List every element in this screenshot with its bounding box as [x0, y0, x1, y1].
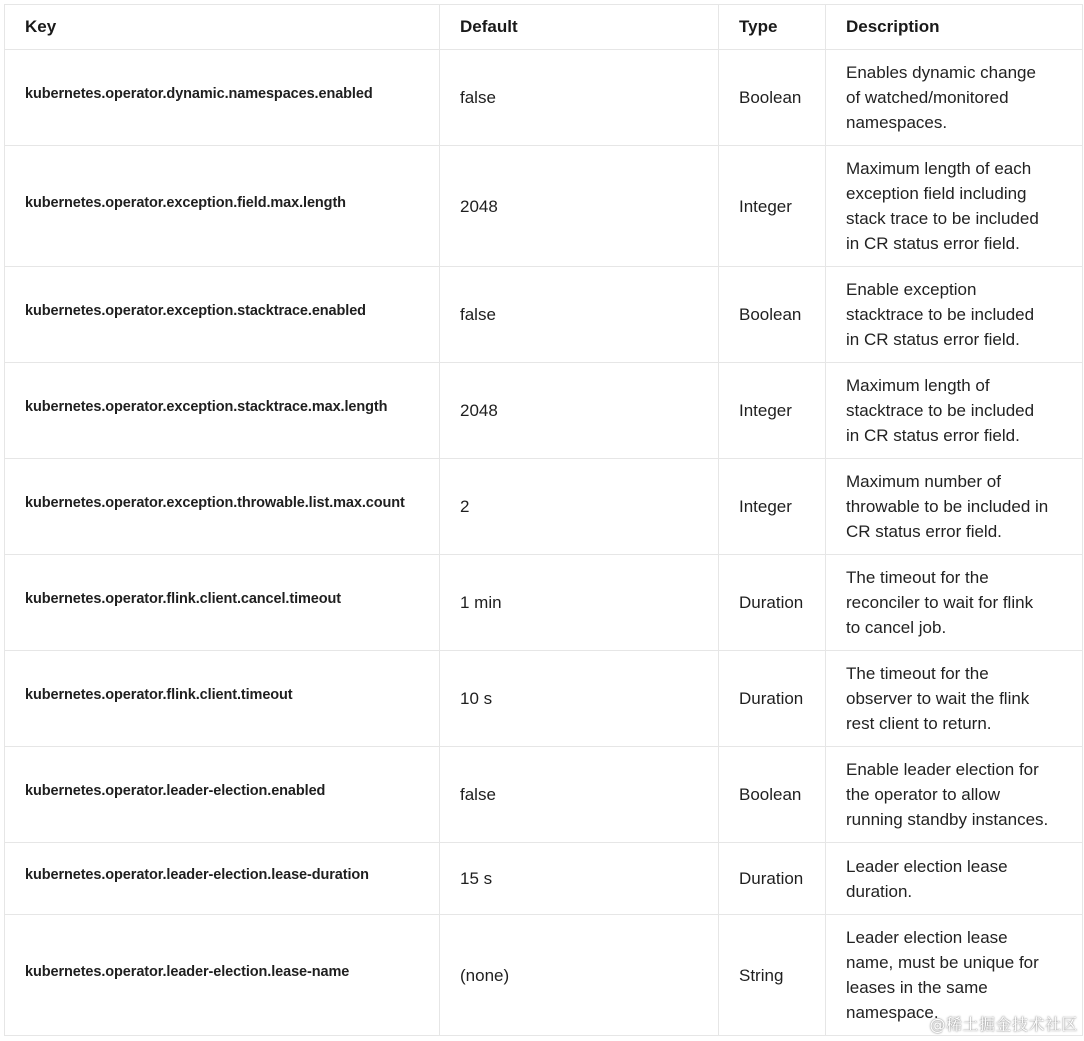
row-description: Leader election lease name, must be unique for leases in the same namespace.: [826, 915, 1083, 1036]
row-description: The timeout for the reconciler to wait for flink to cancel job.: [826, 555, 1083, 651]
row-key: kubernetes.operator.exception.throwable.list.max.count: [5, 459, 440, 555]
row-key: kubernetes.operator.exception.stacktrace.max.length: [5, 363, 440, 459]
table-header-row: [5, 5, 1083, 50]
table-row: [5, 363, 1083, 459]
row-description: The timeout for the observer to wait the flink rest client to return.: [826, 651, 1083, 747]
row-type: Duration: [719, 555, 826, 651]
row-key: kubernetes.operator.dynamic.namespaces.enabled: [5, 50, 440, 146]
config-options-table: [4, 4, 1083, 1036]
row-description: Enable leader election for the operator to allow running standby instances.: [826, 747, 1083, 843]
table-row: [5, 50, 1083, 146]
header-key: Key: [5, 5, 440, 50]
row-key: kubernetes.operator.leader-election.lease-duration: [5, 843, 440, 915]
row-type: Boolean: [719, 50, 826, 146]
row-default: false: [440, 747, 719, 843]
table-row: [5, 555, 1083, 651]
table-row: [5, 651, 1083, 747]
row-description: Leader election lease duration.: [826, 843, 1083, 915]
table-row: [5, 843, 1083, 915]
row-default: 10 s: [440, 651, 719, 747]
row-type: Boolean: [719, 267, 826, 363]
row-key: kubernetes.operator.exception.field.max.length: [5, 146, 440, 267]
row-default: 15 s: [440, 843, 719, 915]
header-type: Type: [719, 5, 826, 50]
row-key: kubernetes.operator.flink.client.cancel.timeout: [5, 555, 440, 651]
row-key: kubernetes.operator.leader-election.lease-name: [5, 915, 440, 1036]
watermark: @稀土掘金技术社区: [929, 1015, 1078, 1034]
header-description: Description: [826, 5, 1083, 50]
row-default: 2048: [440, 146, 719, 267]
table-row: [5, 267, 1083, 363]
row-default: (none): [440, 915, 719, 1036]
row-type: Integer: [719, 363, 826, 459]
row-default: 2048: [440, 363, 719, 459]
row-description: Enables dynamic change of watched/monitored namespaces.: [826, 50, 1083, 146]
row-key: kubernetes.operator.flink.client.timeout: [5, 651, 440, 747]
row-type: String: [719, 915, 826, 1036]
row-default: false: [440, 267, 719, 363]
table-row: [5, 146, 1083, 267]
row-key: kubernetes.operator.leader-election.enabled: [5, 747, 440, 843]
row-type: Boolean: [719, 747, 826, 843]
row-type: Duration: [719, 651, 826, 747]
row-description: Maximum number of throwable to be included in CR status error field.: [826, 459, 1083, 555]
row-type: Duration: [719, 843, 826, 915]
row-description: Maximum length of each exception field including stack trace to be included in CR status error field.: [826, 146, 1083, 267]
row-default: false: [440, 50, 719, 146]
header-default: Default: [440, 5, 719, 50]
row-description: Maximum length of stacktrace to be included in CR status error field.: [826, 363, 1083, 459]
row-key: kubernetes.operator.exception.stacktrace.enabled: [5, 267, 440, 363]
row-type: Integer: [719, 146, 826, 267]
table-row: [5, 747, 1083, 843]
row-type: Integer: [719, 459, 826, 555]
row-description: Enable exception stacktrace to be included in CR status error field.: [826, 267, 1083, 363]
row-default: 1 min: [440, 555, 719, 651]
table-row: [5, 459, 1083, 555]
row-default: 2: [440, 459, 719, 555]
table-row: [5, 915, 1083, 1036]
